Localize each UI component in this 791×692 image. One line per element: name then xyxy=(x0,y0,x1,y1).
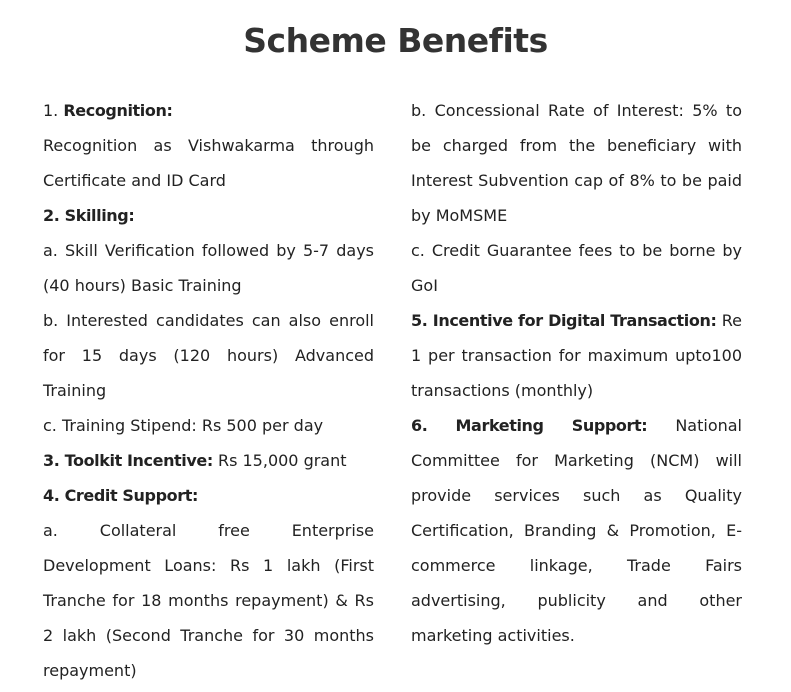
marketing-text: National Committee for Marketing (NCM) will provide services such as Quality Certification, Branding & Promotion, E-commerce linkage, Trade Fairs advertising, publicity and other marketing activities. xyxy=(411,416,742,645)
skilling-item-b: b. Interested candidates can also enroll for 15 days (120 hours) Advanced Training xyxy=(43,311,374,400)
marketing-paragraph xyxy=(411,408,742,653)
left-column xyxy=(43,93,374,688)
page-title: Scheme Benefits xyxy=(243,21,548,60)
marketing-heading: 6. Marketing Support: xyxy=(411,416,648,435)
toolkit-heading: 3. Toolkit Incentive: xyxy=(43,451,213,470)
recognition-text: Recognition as Vishwakarma through Certificate and ID Card xyxy=(43,136,374,190)
credit-item-c: c. Credit Guarantee fees to be borne by GoI xyxy=(411,241,742,295)
toolkit-text: Rs 15,000 grant xyxy=(212,451,347,470)
digital-text: Re 1 per transaction for maximum upto100 transactions (monthly) xyxy=(411,311,743,400)
skilling-item-a: a. Skill Verification followed by 5-7 days (40 hours) Basic Training xyxy=(43,241,374,295)
skilling-item-c: c. Training Stipend: Rs 500 per day xyxy=(43,416,324,435)
digital-paragraph xyxy=(411,303,742,408)
digital-heading: 5. Incentive for Digital Transaction: xyxy=(411,311,717,330)
credit-item-a: a. Collateral free Enterprise Development Loans: Rs 1 lakh (First Tranche for 18 months repayment) & Rs 2 lakh (Second Tranche for 30 months repayment) xyxy=(43,521,374,680)
recognition-number: 1. xyxy=(43,101,64,120)
right-column xyxy=(411,93,742,653)
recognition-heading xyxy=(43,93,374,128)
toolkit-paragraph xyxy=(43,443,374,478)
credit-heading: 4. Credit Support: xyxy=(43,486,198,505)
skilling-heading: 2. Skilling: xyxy=(43,206,135,225)
recognition-title: Recognition: xyxy=(63,101,173,120)
credit-item-b: b. Concessional Rate of Interest: 5% to be charged from the beneficiary with Interest Subvention cap of 8% to be paid by MoMSME xyxy=(411,101,742,225)
